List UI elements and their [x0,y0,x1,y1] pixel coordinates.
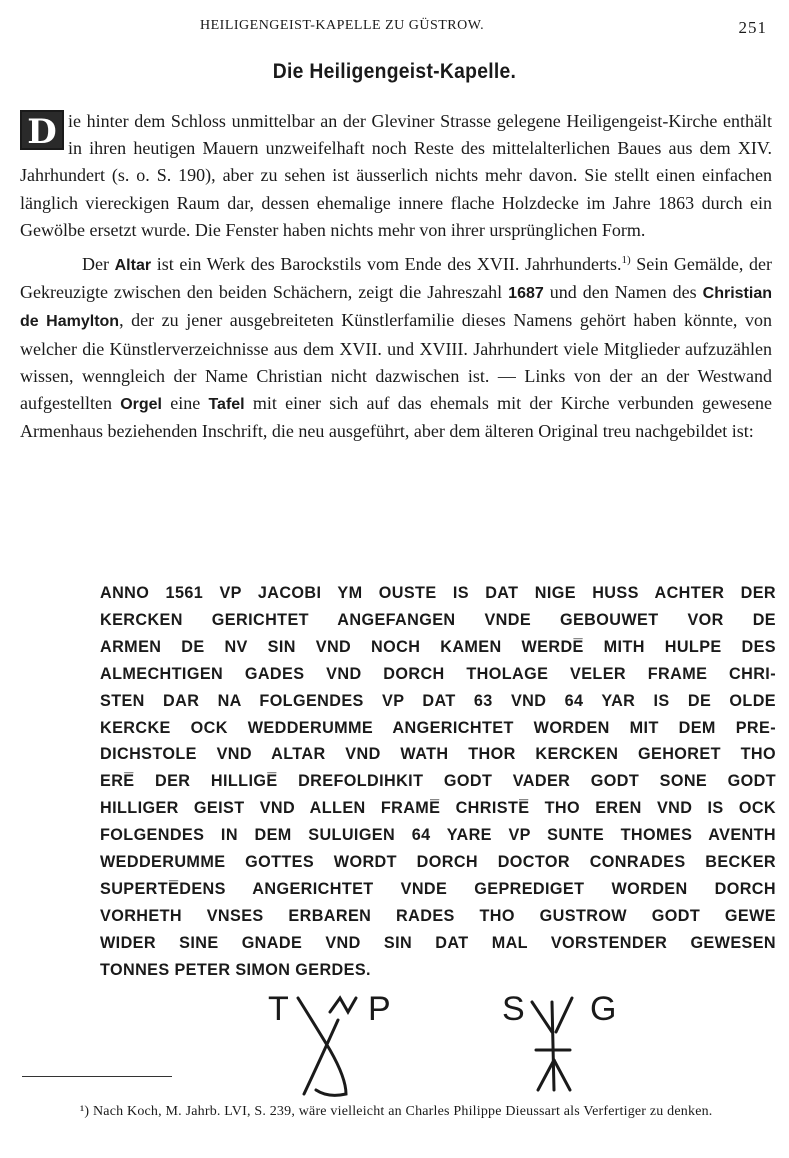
running-title: HEILIGENGEIST-KAPELLE ZU GÜSTROW. [200,18,485,33]
mark-letter-p: P [368,990,391,1028]
paragraph-1 [20,108,772,244]
year-1687: 1687 [508,285,544,303]
inscription-line: WIDER SINE GNADE VND SIN DAT MAL VORSTENDER GEWESEN [100,933,776,952]
inscription-line: HILLIGER GEIST VND ALLEN FRAME̅ CHRISTE̅ THO EREN VND IS OCK [100,799,776,818]
footnote-divider [22,1076,172,1077]
inscription-line: SUPERTE̅DENS ANGERICHTET VNDE GEPREDIGET WORDEN DORCH [100,879,776,898]
inscription-line: TONNES PETER SIMON GERDES. [100,960,371,979]
paragraph-1-text: Heiligengeist-Kirche enthält in ihren heutigen Mauern unzweifelhaft noch Reste des mittelalterlichen Baues aus dem XIV. Jahrhundert (s. o. S. 190), aber zu sehen ist äusserlich nichts mehr davon. Sie stellt einen einfachen länglich viereckigen Raum dar, dessen ehemalige innere flache Holzdecke im Jahre 1863 durch ein Gewölbe ersetzt wurde. Die Fenster haben nichts mehr von ihrer ursprünglichen Form. [20,111,772,240]
paragraph-1-first-line: ie hinter dem Schloss unmittelbar an der Gleviner Strasse gelegene [68,111,561,131]
text-run: , der zu jener ausgebreiteten Künstlerfamilie dieses Namens gehört haben könnte, von welcher die Künstlerverzeichnisse aus dem XVII. und XVIII. Jahrhundert viele Mitglieder aufzuzählen wissen, wenngleich der Name Christian nicht dazwischen ist. — Links von der an der Westwand aufgestellten [20,310,772,414]
house-mark-left-symbol [268,990,388,1102]
house-mark-left [268,990,391,1102]
decorated-initial: D [20,110,64,150]
inscription-line: VORHETH VNSES ERBAREN RADES THO GUSTROW GODT GEWE [100,906,776,925]
house-mark-right-symbol [502,990,622,1102]
inscription-line: KERCKE OCK WEDDERUMME ANGERICHTET WORDEN MIT DEM PRE- [100,718,776,737]
footnote-marker: ¹) [80,1104,90,1119]
text-run: Sein Gemälde, der Gekreuzigte zwischen den beiden Schächern, zeigt die Jahreszahl [20,254,773,303]
paragraph-2 [20,251,772,445]
footnote [20,1101,776,1123]
inscription-block [100,580,776,984]
mark-letter-t: T [268,990,289,1028]
mark-letter-s: S [502,990,525,1028]
inscription-line: KERCKEN GERICHTET ANGEFANGEN VNDE GEBOUWET VOR DE [100,610,776,629]
text-run: ist ein Werk des Barockstils vom Ende des XVII. Jahrhunderts. [151,254,622,275]
inscription-line: WEDDERUMME GOTTES WORDT DORCH DOCTOR CONRADES BECKER [100,853,776,872]
text-run: Der [82,254,115,275]
term-altar: Altar [114,257,152,275]
section-title: Die Heiligengeist-Kapelle. [272,60,517,83]
inscription-line: FOLGENDES IN DEM SULUIGEN 64 YARE VP SUNTE THOMES AVENTH [100,826,776,845]
text-run: eine [162,393,209,414]
inscription-line: STEN DAR NA FOLGENDES VP DAT 63 VND 64 YAR IS DE OLDE [100,691,776,710]
name-hamylton: Christian de Hamylton [20,285,772,331]
footnote-text-block [20,1101,776,1123]
inscription-line: DICHSTOLE VND ALTAR VND WATH THOR KERCKEN GEHORET THO [100,745,776,764]
term-tafel: Tafel [208,396,245,414]
inscription-line: ANNO 1561 VP JACOBI YM OUSTE IS DAT NIGE HUSS ACHTER DER [100,584,776,602]
term-orgel: Orgel [120,396,162,414]
text-run: mit einer sich auf das ehemals mit der Kirche verbunden gewesene Armenhaus beziehenden Inschrift, die neu ausgeführt, aber dem älteren Original treu nachgebildet ist: [20,393,772,442]
inscription-line: ALMECHTIGEN GADES VND DORCH THOLAGE VELER FRAME CHRI- [100,664,776,683]
inscription-line: ERE̅ DER HILLIGE̅ DREFOLDIHKIT GODT VADER GODT SONE GODT [100,772,776,791]
house-mark-right [502,990,622,1102]
text-run: und den Namen des [543,282,703,303]
body-text [20,108,772,445]
inscription-line: ARMEN DE NV SIN VND NOCH KAMEN WERDE̅ MITH HULPE DES [100,637,776,656]
page-number: 251 [738,18,767,37]
footnote-ref: 1) [621,254,631,267]
footnote-text: Nach Koch, M. Jahrb. LVI, S. 239, wäre vielleicht an Charles Philippe Dieussart als Verfertiger zu denken. [89,1104,713,1119]
mark-letter-g: G [590,990,617,1028]
